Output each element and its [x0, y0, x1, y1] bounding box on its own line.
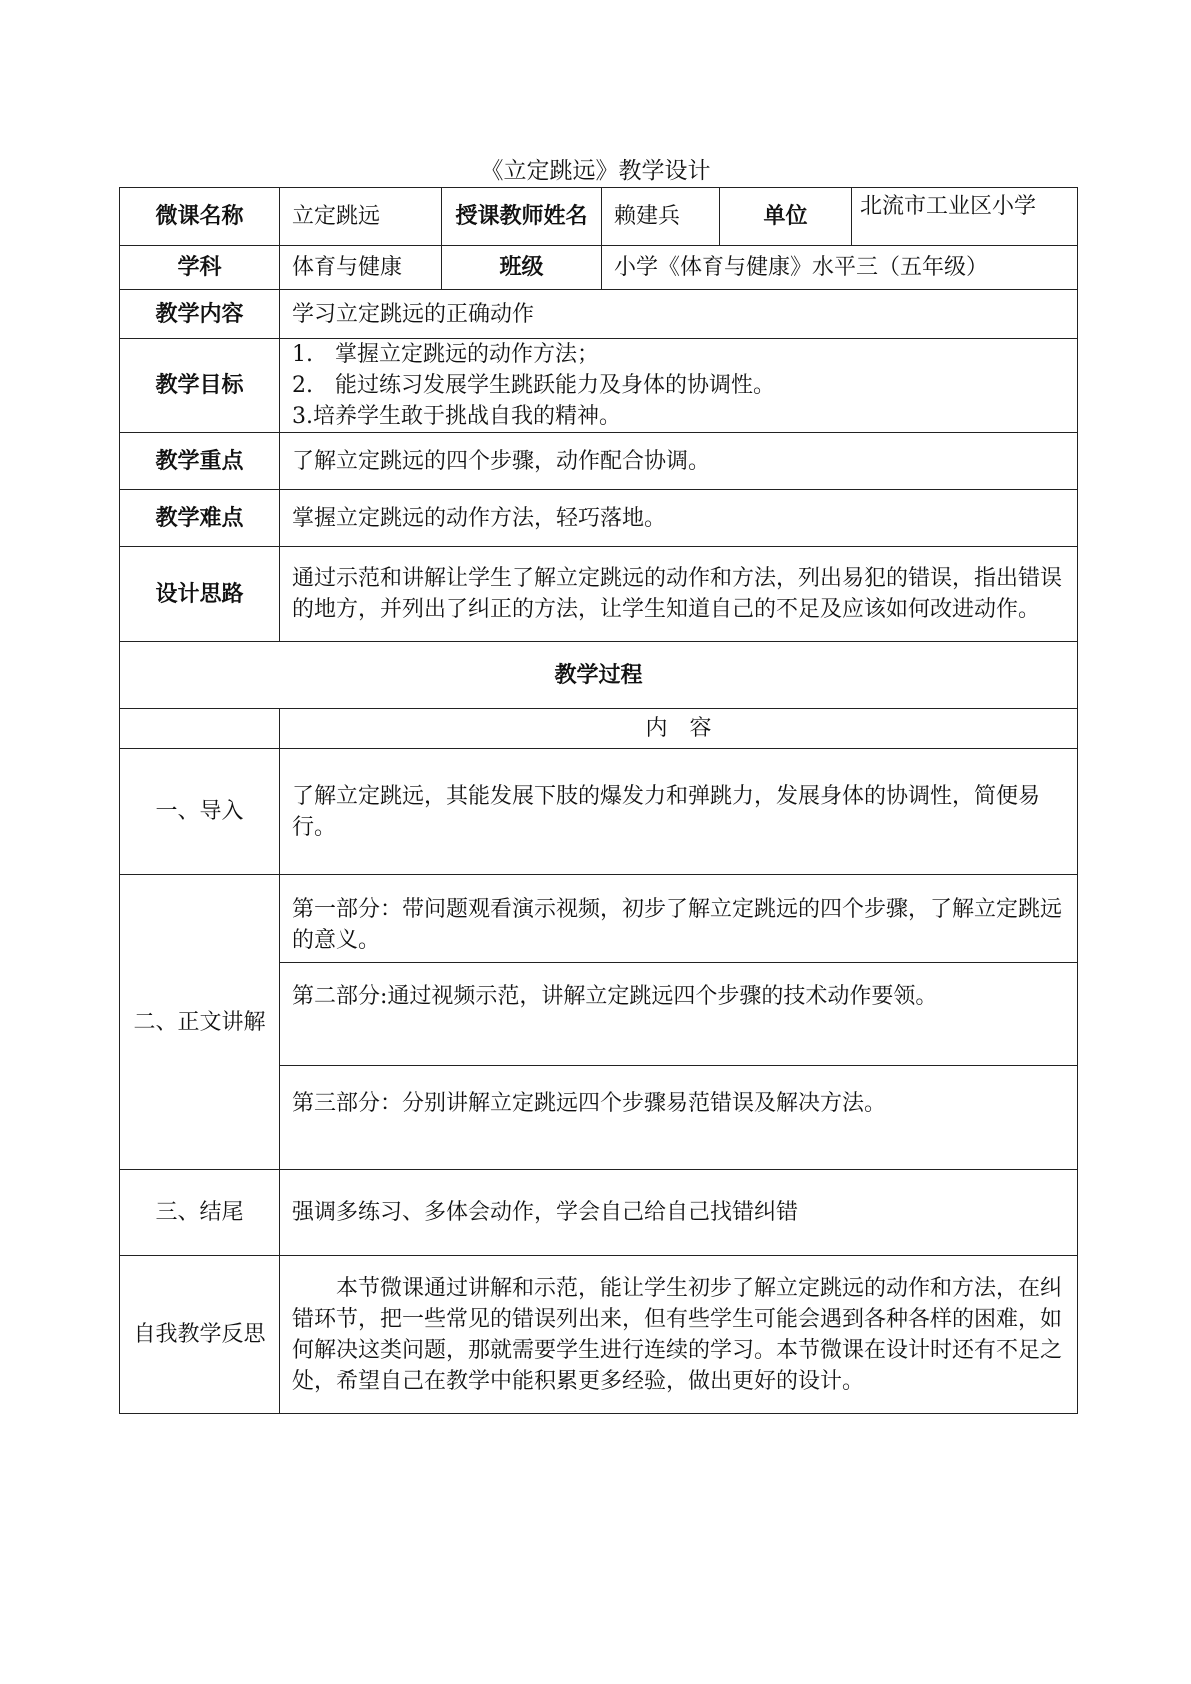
- main-part-3: 第三部分：分别讲解立定跳远四个步骤易范错误及解决方法。: [280, 1066, 1078, 1170]
- row-teaching-goals: [120, 339, 1078, 433]
- subject-label: 学科: [120, 246, 280, 290]
- unit-value: 北流市工业区小学: [852, 188, 1078, 246]
- unit-label: 单位: [720, 188, 852, 246]
- process-heading: 教学过程: [120, 642, 1078, 709]
- row-teaching-content: [120, 290, 1078, 339]
- row-reflection: [120, 1256, 1078, 1414]
- class-value: 小学《体育与健康》水平三（五年级）: [602, 246, 1078, 290]
- main-section-label: 二、正文讲解: [120, 875, 280, 1170]
- teaching-content-label: 教学内容: [120, 290, 280, 339]
- teacher-name-label: 授课教师姓名: [442, 188, 602, 246]
- intro-label: 一、导入: [120, 749, 280, 875]
- row-content-header: [120, 709, 1078, 749]
- lesson-plan-table: [119, 187, 1078, 1414]
- course-name-label: 微课名称: [120, 188, 280, 246]
- main-part-1: 第一部分：带问题观看演示视频，初步了解立定跳远的四个步骤，了解立定跳远的意义。: [280, 875, 1078, 963]
- difficulty-label: 教学难点: [120, 490, 280, 547]
- document-title: 《立定跳远》教学设计: [480, 158, 711, 184]
- row-ending: [120, 1170, 1078, 1256]
- goal-item: 1. 掌握立定跳远的动作方法；: [292, 342, 599, 367]
- teaching-goals-label: 教学目标: [120, 339, 280, 433]
- row-intro: [120, 749, 1078, 875]
- row-difficulty: [120, 490, 1078, 547]
- design-idea-value: 通过示范和讲解让学生了解立定跳远的动作和方法，列出易犯的错误，指出错误的地方，并列出了纠正的方法，让学生知道自己的不足及应该如何改进动作。: [280, 547, 1078, 642]
- ending-label: 三、结尾: [120, 1170, 280, 1256]
- teaching-goals-list: [280, 339, 1078, 433]
- reflection-text: 本节微课通过讲解和示范，能让学生初步了解立定跳远的动作和方法，在纠错环节，把一些常见的错误列出来，但有些学生可能会遇到各种各样的困难，如何解决这类问题，那就需要学生进行连续的学习。本节微课在设计时还有不足之处，希望自己在教学中能积累更多经验，做出更好的设计。: [280, 1256, 1078, 1414]
- reflection-label: 自我教学反思: [120, 1256, 280, 1414]
- row-subject: [120, 246, 1078, 290]
- difficulty-value: 掌握立定跳远的动作方法，轻巧落地。: [280, 490, 1078, 547]
- row-design-idea: [120, 547, 1078, 642]
- ending-text: 强调多练习、多体会动作，学会自己给自己找错纠错: [280, 1170, 1078, 1256]
- course-name-value: 立定跳远: [280, 188, 442, 246]
- design-idea-label: 设计思路: [120, 547, 280, 642]
- key-points-value: 了解立定跳远的四个步骤，动作配合协调。: [280, 433, 1078, 490]
- row-course-info: [120, 188, 1078, 246]
- row-main-part-1: [120, 875, 1078, 963]
- class-label: 班级: [442, 246, 602, 290]
- row-process-heading: [120, 642, 1078, 709]
- teacher-name-value: 赖建兵: [602, 188, 720, 246]
- main-part-2: 第二部分:通过视频示范，讲解立定跳远四个步骤的技术动作要领。: [280, 963, 1078, 1066]
- teaching-content-value: 学习立定跳远的正确动作: [280, 290, 1078, 339]
- content-header-blank: [120, 709, 280, 749]
- row-key-points: [120, 433, 1078, 490]
- content-header: 内 容: [280, 709, 1078, 749]
- key-points-label: 教学重点: [120, 433, 280, 490]
- goal-item: 3.培养学生敢于挑战自我的精神。: [292, 404, 621, 429]
- goal-item: 2. 能过练习发展学生跳跃能力及身体的协调性。: [292, 373, 775, 398]
- subject-value: 体育与健康: [280, 246, 442, 290]
- intro-text: 了解立定跳远，其能发展下肢的爆发力和弹跳力，发展身体的协调性，简便易行。: [280, 749, 1078, 875]
